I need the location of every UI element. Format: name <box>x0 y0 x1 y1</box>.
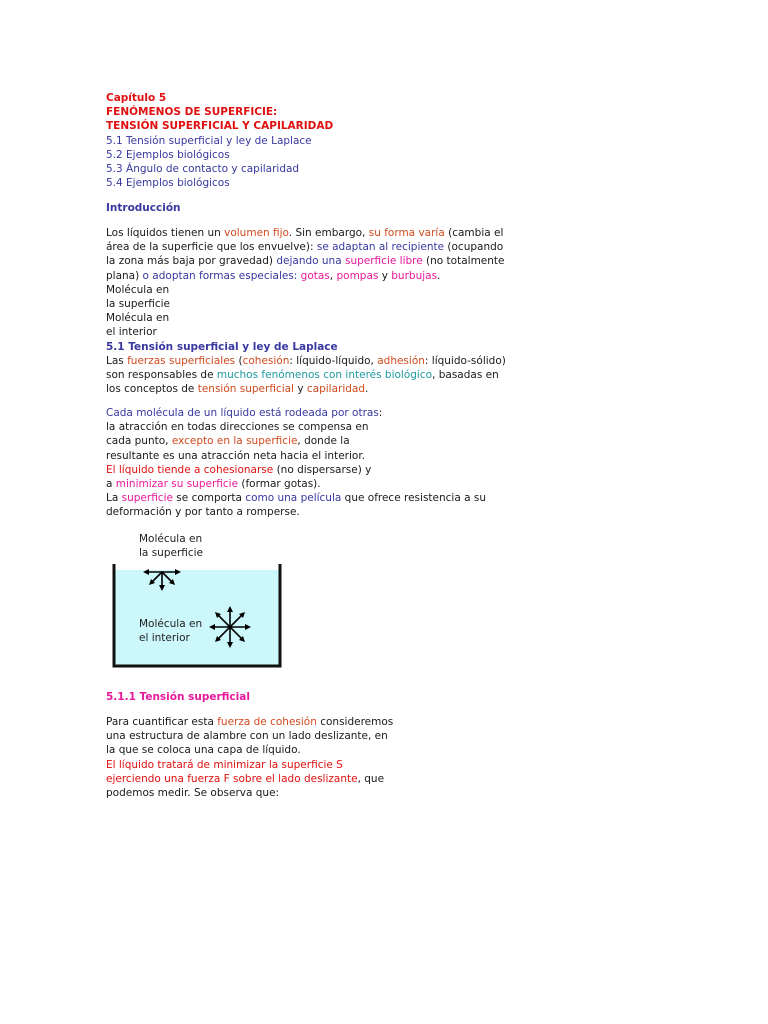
toc-link-5-1[interactable]: 5.1 Tensión superficial y ley de Laplace <box>106 134 312 147</box>
surface-tension-diagram <box>106 530 286 672</box>
toc-link-5-3[interactable]: 5.3 Ángulo de contacto y capilaridad <box>106 163 300 175</box>
paragraph-line: la que se coloca una capa de líquido. <box>106 744 301 757</box>
paragraph-line: ejerciendo una fuerza F sobre el lado deslizante, que <box>106 772 385 785</box>
paragraph-line: la atracción en todas direcciones se compensa en <box>106 421 369 434</box>
chapter-title-line1: FENÓMENOS DE SUPERFICIE: <box>106 106 278 119</box>
intro-paragraph <box>106 226 504 340</box>
paragraph-line: a minimizar su superficie (formar gotas). <box>106 478 321 491</box>
section-5-1-heading: 5.1 Tensión superficial y ley de Laplace <box>106 340 338 353</box>
paragraph-line: deformación y por tanto a romperse. <box>106 506 300 519</box>
section-5-1-1-heading: 5.1.1 Tensión superficial <box>106 691 250 703</box>
interior-molecule-label-1: Molécula en <box>139 618 203 630</box>
paragraph-line: cada punto, excepto en la superficie, donde la <box>106 435 350 448</box>
paragraph-line: El líquido tiende a cohesionarse (no dispersarse) y <box>106 463 372 476</box>
paragraph-line: La superficie se comporta como una película que ofrece resistencia a su <box>106 492 487 505</box>
intro-heading: Introducción <box>106 202 181 214</box>
paragraph-line: podemos medir. Se observa que: <box>106 787 280 800</box>
paragraph-line: Para cuantificar esta fuerza de cohesión consideremos <box>106 716 394 728</box>
surface-molecule-label-2: la superficie <box>139 547 204 559</box>
image-alt-text: el interior <box>106 326 157 339</box>
paragraph-line: El líquido tratará de minimizar la superficie S <box>106 758 343 771</box>
chapter-header <box>106 91 333 134</box>
intro-line: plana) o adoptan formas especiales: gotas, pompas y burbujas. <box>106 269 441 282</box>
image-alt-text: la superficie <box>106 298 171 311</box>
intro-line: la zona más baja por gravedad) dejando una superficie libre (no totalmente <box>106 255 505 268</box>
interior-molecule-label-2: el interior <box>139 632 190 644</box>
paragraph-line: una estructura de alambre con un lado deslizante, en <box>106 730 388 743</box>
molecule-paragraph <box>106 406 486 520</box>
paragraph-line: Las fuerzas superficiales (cohesión: líquido-líquido, adhesión: líquido-sólido) <box>106 354 506 367</box>
toc-link-5-4[interactable]: 5.4 Ejemplos biológicos <box>106 177 230 190</box>
paragraph-line: los conceptos de tensión superficial y capilaridad. <box>106 383 369 396</box>
paragraph-line: Cada molécula de un líquido está rodeada por otras: <box>106 407 383 419</box>
intro-line: Los líquidos tienen un volumen fijo. Sin embargo, su forma varía (cambia el <box>106 227 504 239</box>
image-alt-text: Molécula en <box>106 312 170 325</box>
table-of-contents <box>106 134 312 191</box>
surface-molecule-label-1: Molécula en <box>139 533 203 545</box>
intro-line: área de la superficie que los envuelve): se adaptan al recipiente (ocupando <box>106 241 504 254</box>
section-5-1-paragraph <box>106 354 506 397</box>
paragraph-line: son responsables de muchos fenómenos con interés biológico, basadas en <box>106 369 499 381</box>
toc-link-5-2[interactable]: 5.2 Ejemplos biológicos <box>106 148 230 161</box>
chapter-label: Capítulo 5 <box>106 92 167 104</box>
chapter-title-line2: TENSIÓN SUPERFICIAL Y CAPILARIDAD <box>106 120 334 133</box>
interior-molecule-arrows-icon <box>209 606 251 648</box>
image-alt-text: Molécula en <box>106 283 170 296</box>
paragraph-line: resultante es una atracción neta hacia el interior. <box>106 449 366 462</box>
section-5-1-1-paragraph <box>106 715 393 800</box>
